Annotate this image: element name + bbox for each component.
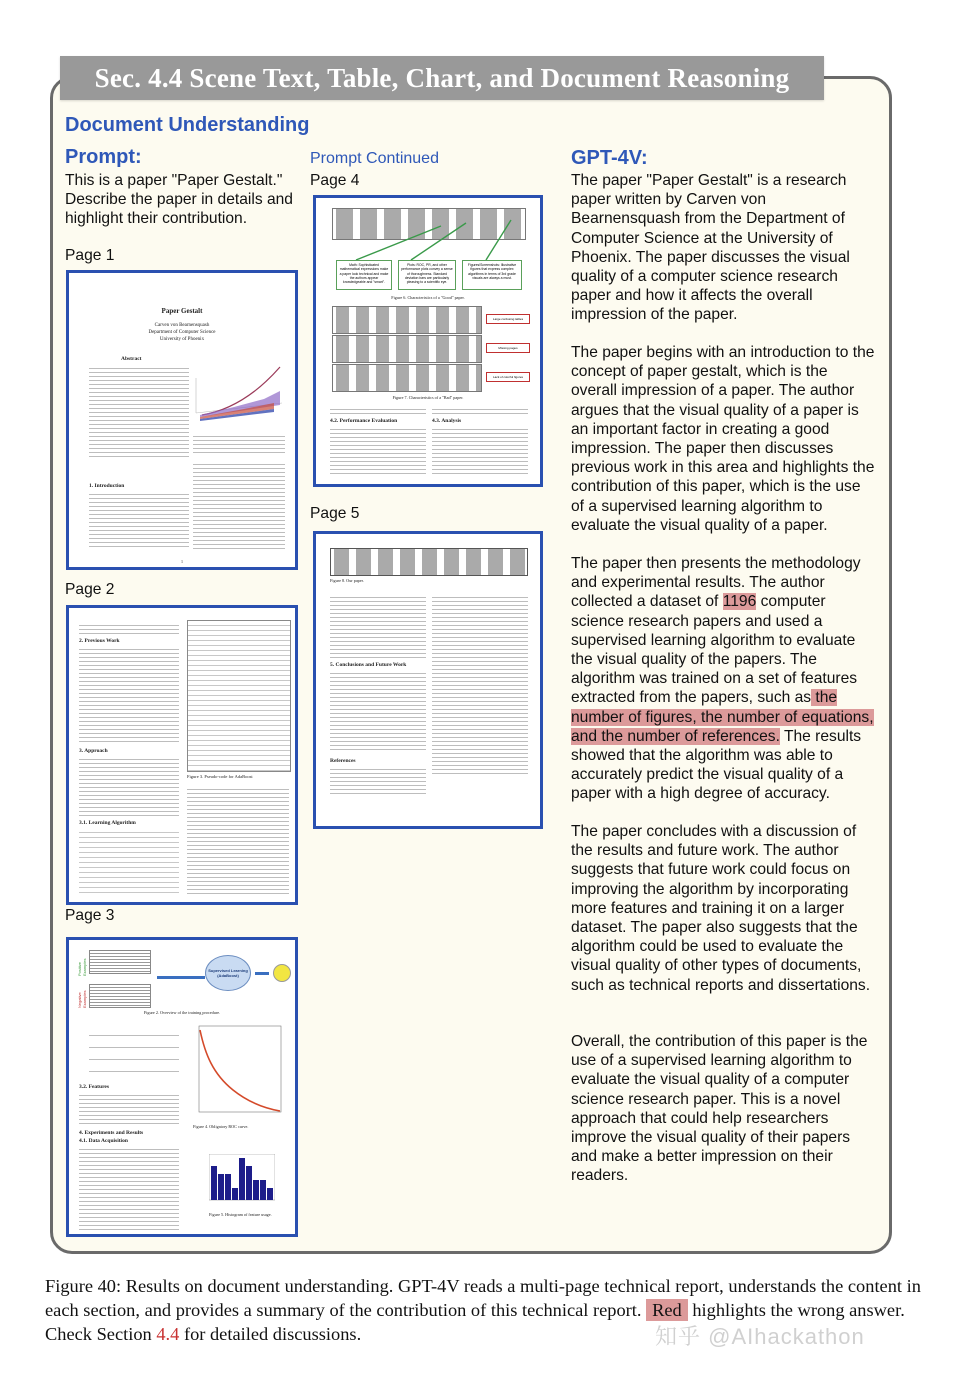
- paper-title: Paper Gestalt: [161, 307, 203, 315]
- response-text: The results showed that the algorithm was able to accurately predict the visual quality of a paper with a high degree of accuracy.: [571, 727, 862, 803]
- previous-work-heading: 2. Previous Work: [79, 638, 120, 644]
- page-5-label: Page 5: [310, 505, 360, 522]
- figure-2-caption: Figure 2. Overview of the training procedure.: [143, 1010, 221, 1015]
- negative-examples-label: Negative Examples: [77, 990, 87, 1008]
- prompt-heading: Prompt:: [65, 146, 142, 168]
- response-paragraph-2: The paper begins with an introduction to the concept of paper gestalt, which is the overall impression of a paper. The author argues that the visual quality of a paper is an important factor in creating a good impression. The paper then discusses previous work in this area and highlights the contribution of this paper, which is the use of a supervised learning algorithm to evaluate the visual quality of a paper.: [571, 344, 875, 534]
- page-1-thumbnail[interactable]: [66, 270, 298, 570]
- figure-7-caption: Figure 7. Characteristics of a "Bad" paper.: [392, 395, 464, 400]
- equations-block: [89, 1024, 179, 1080]
- good-figures-box: Figures/Screenshots: Illustrative figures that express complex algorithms in terms of 3rd grade visuals are always a must.: [462, 260, 522, 290]
- paper-author: Carven von Bearnensquash: [154, 323, 210, 328]
- smiley-face-icon: [273, 964, 291, 982]
- good-plots-box: Plots: ROC, PR, and other performance plots convey a sense of thoroughness. Standard deviation bars are particularly pleasing to a scientific eye.: [398, 260, 456, 290]
- page-3-label: Page 3: [65, 907, 115, 924]
- red-legend-chip: Red: [646, 1299, 688, 1321]
- learning-algorithm-heading: 3.1. Learning Algorithm: [79, 820, 136, 826]
- paper-dept: Department of Computer Science: [148, 330, 216, 335]
- response-heading: GPT-4V:: [571, 147, 648, 169]
- approach-heading: 3. Approach: [79, 748, 108, 754]
- bad-label-missing-pages: Missing pages: [486, 343, 530, 353]
- wrong-answer-highlight: the number of figures, the number of equations, and the number of references.: [571, 689, 874, 745]
- performance-heading: 4.2. Performance Evaluation: [330, 418, 398, 424]
- positive-examples-label: Positive Examples: [77, 958, 87, 976]
- negative-examples-stack: [89, 984, 151, 1008]
- figure-4-caption: Figure 4. Obligatory ROC curve.: [193, 1124, 249, 1129]
- submission-trend-chart: [194, 363, 284, 423]
- bad-paper-strip-2: [332, 335, 482, 363]
- abstract-heading: Abstract: [121, 356, 142, 362]
- text-block: [187, 786, 289, 896]
- response-paragraph-3: [571, 554, 876, 804]
- analysis-heading: 4.3. Analysis: [432, 418, 462, 424]
- figure-5-caption: Figure 5. Histogram of feature usage.: [209, 1212, 272, 1217]
- prompt-text: This is a paper "Paper Gestalt." Describe the paper in details and highlight their contribution.: [65, 172, 293, 228]
- figure-1-caption-block: [193, 433, 285, 455]
- text-block: [79, 756, 179, 816]
- paper-univ: University of Phoenix: [159, 337, 205, 342]
- page-4-thumbnail[interactable]: [313, 195, 543, 487]
- page-2-label: Page 2: [65, 581, 115, 598]
- our-paper-strip: [330, 548, 528, 576]
- text-block: [79, 646, 179, 744]
- feature-histogram-chart: [209, 1154, 275, 1204]
- arrow-icon: [157, 976, 205, 979]
- intro-text-block: [89, 491, 189, 549]
- page-number: 1: [181, 559, 183, 564]
- caption-text: Figure 40: Results on document understanding. GPT-4V reads a multi-page technical report, understands the content in each section, and provides a summary of the contribution of this technical report.: [45, 1276, 921, 1320]
- wrong-answer-highlight: 1196: [722, 593, 757, 611]
- prompt-continued-label: Prompt Continued: [310, 150, 439, 167]
- text-block: [79, 828, 179, 896]
- section-title: Document Understanding: [65, 114, 310, 136]
- page-1-label: Page 1: [65, 247, 115, 264]
- conclusion-heading: 5. Conclusions and Future Work: [330, 662, 407, 668]
- page-2-thumbnail[interactable]: [66, 605, 298, 905]
- page-5-thumbnail[interactable]: [313, 531, 543, 829]
- abstract-text-block: [89, 365, 189, 460]
- references-block: [432, 594, 528, 774]
- right-column-text-block: [193, 461, 285, 549]
- bad-paper-strip-1: [332, 306, 482, 334]
- bad-paper-strip-3: [332, 364, 482, 392]
- text-block: [330, 406, 426, 414]
- figure-3-caption: Figure 3. Pseudo-code for AdaBoost: [187, 774, 253, 779]
- good-math-box: Math: Sophisticated mathematical expressions make a paper look technical and make the authors appear knowledgeable and "smart".: [336, 260, 392, 290]
- adaboost-pseudocode-box: [187, 620, 291, 772]
- experiments-heading: 4. Experiments and Results: [79, 1130, 144, 1136]
- response-text: computer science research papers and used a supervised learning algorithm to evaluate the visual quality of the papers. The algorithm was trained on a set of features extracted from the papers, such as: [571, 593, 858, 707]
- page-3-thumbnail[interactable]: [66, 937, 298, 1237]
- section-banner: Sec. 4.4 Scene Text, Table, Chart, and Document Reasoning: [60, 56, 824, 100]
- section-link[interactable]: 4.4: [156, 1324, 180, 1344]
- response-paragraph-5: Overall, the contribution of this paper is the use of a supervised learning algorithm to evaluate the visual quality of a computer science research paper. This is a novel approach that could help researchers improve the visual quality of their papers and make a better impression on their readers.: [571, 1033, 868, 1185]
- references-heading: References: [330, 758, 356, 764]
- bad-label-tables: Large confusing tables: [486, 314, 530, 324]
- text-block: [330, 594, 426, 658]
- text-block: [79, 1146, 179, 1230]
- figure-8-caption: Figure 8. Our paper.: [330, 578, 364, 583]
- watermark: 知乎 @AIhackathon: [655, 1324, 865, 1349]
- figure-6-caption: Figure 6. Characteristics of a "Good" paper.: [391, 295, 465, 300]
- text-block: [330, 670, 426, 752]
- arrow-icon: [255, 972, 269, 975]
- response-text: The paper then presents the methodology and experimental results. The author collected a dataset of: [571, 555, 861, 611]
- supervised-learning-cloud: Supervised Learning (AdaBoost): [205, 955, 251, 991]
- text-block: [330, 426, 426, 474]
- text-block: [79, 622, 179, 634]
- data-acquisition-heading: 4.1. Data Acquisition: [79, 1138, 128, 1144]
- response-paragraph-1: The paper "Paper Gestalt" is a research paper written by Carven von Bearnensquash from the Department of Computer Science at the University of Phoenix. The paper discusses the visual quality of a computer science research paper and how it affects the overall impression of the paper.: [571, 172, 850, 324]
- intro-heading: 1. Introduction: [89, 483, 125, 489]
- caption-text: highlights the wrong answer. Check Section: [45, 1300, 905, 1344]
- bad-label-figures: Lack of colorful figures: [486, 372, 530, 382]
- text-block: [79, 1092, 179, 1126]
- page-4-label: Page 4: [310, 172, 360, 189]
- response-paragraph-4: The paper concludes with a discussion of the results and future work. The author suggests that future work could focus on improving the algorithm by incorporating more features and training it on a larger dataset. The paper also suggests that the algorithm could be used to evaluate the visual quality of other types of documents, such as technical reports and dissertations.: [571, 823, 871, 994]
- roc-curve-chart: [193, 1024, 283, 1120]
- features-heading: 3.2. Features: [79, 1084, 109, 1090]
- positive-examples-stack: [89, 950, 151, 974]
- caption-text: for detailed discussions.: [179, 1324, 362, 1344]
- text-block: [432, 426, 528, 474]
- text-block: [432, 406, 528, 414]
- text-block: [330, 766, 426, 794]
